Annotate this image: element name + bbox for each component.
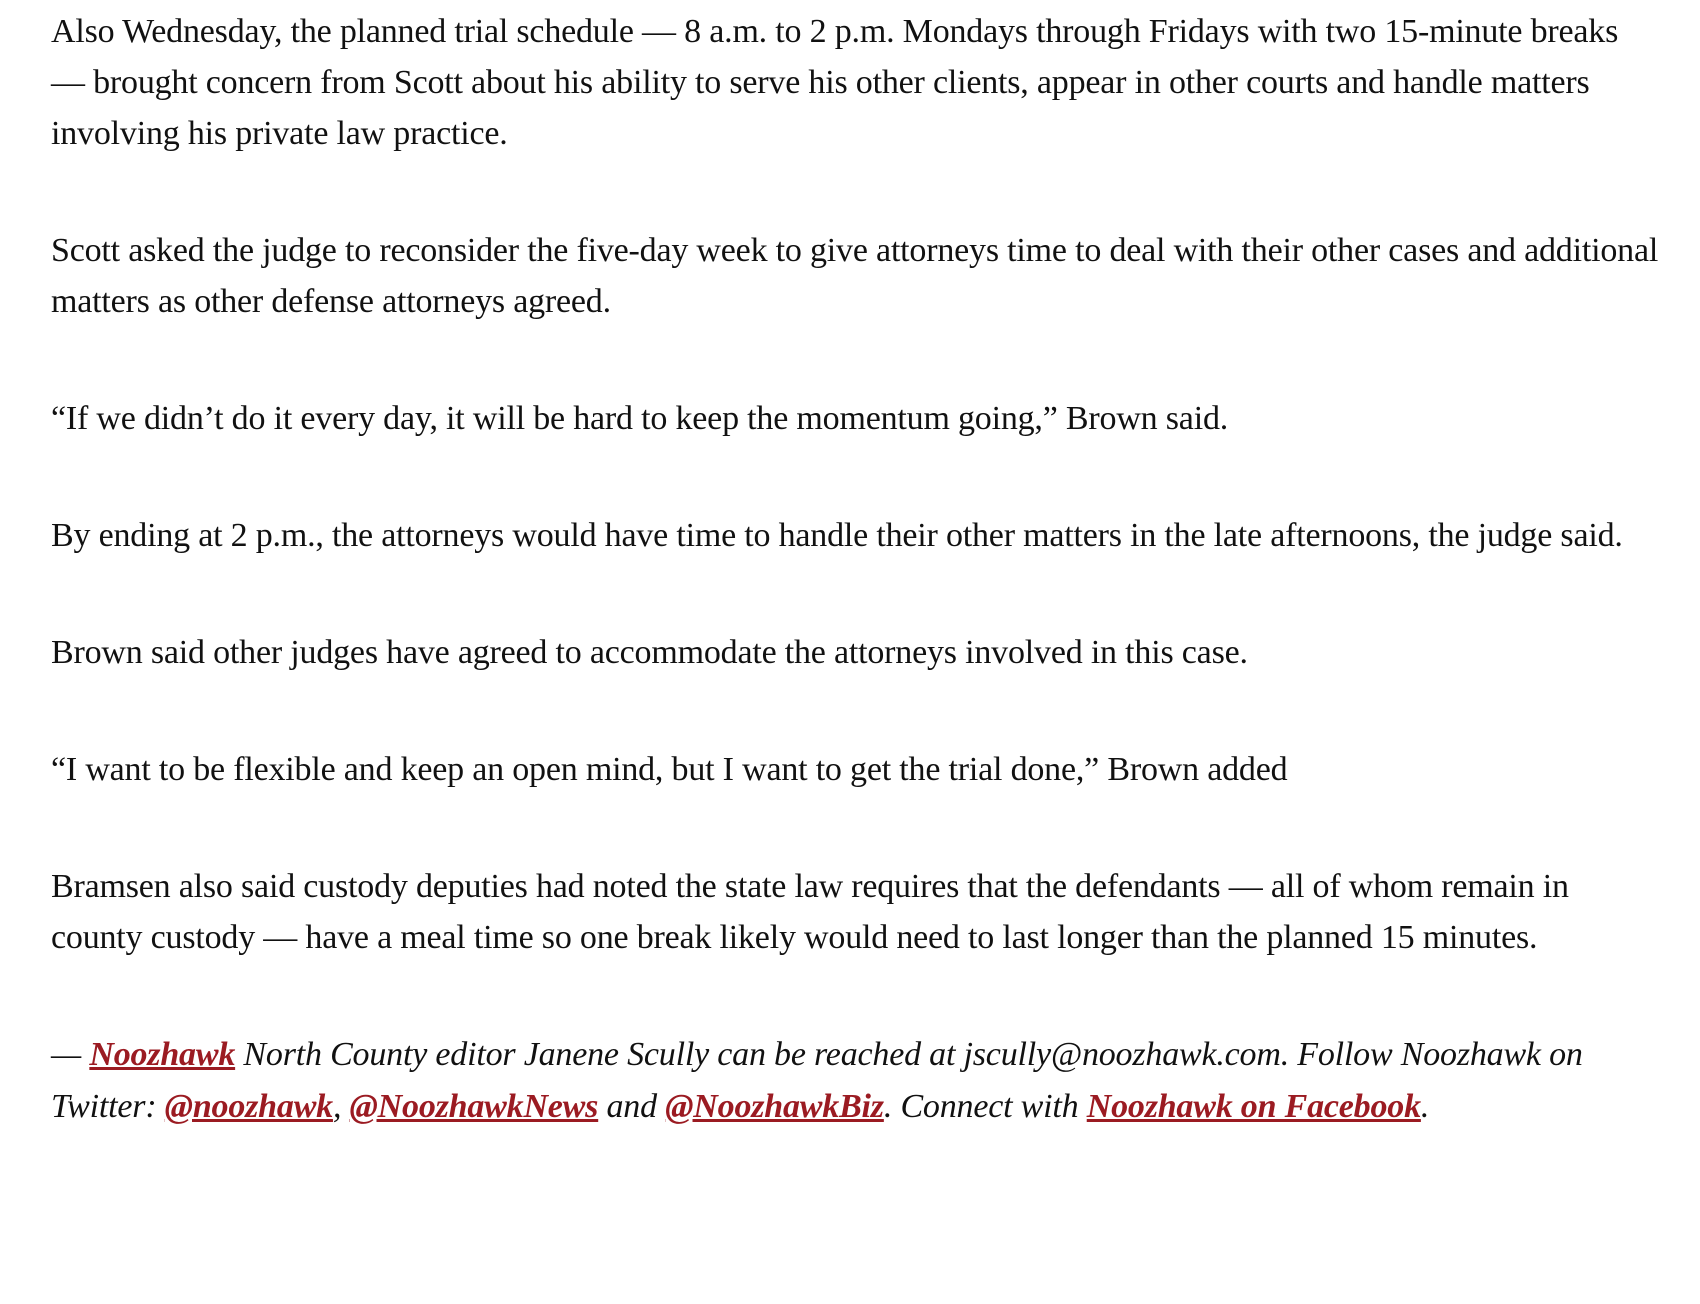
paragraph-custody-meal: Bramsen also said custody deputies had noted the state law requires that the defendants — all of whom remain in county custody — have a meal time so one break likely would need to last longer than the planned 15 minutes. bbox=[51, 868, 1569, 956]
noozhawk-link[interactable]: Noozhawk bbox=[89, 1036, 236, 1073]
author-footer bbox=[51, 1029, 1660, 1133]
footer-text-contact: North County editor Janene Scully can be reached at jscully@noozhawk.com. Follow Noozhawk on Twitter: bbox=[51, 1036, 1583, 1125]
footer-separator-comma: , bbox=[332, 1088, 350, 1125]
paragraph-ending-time: By ending at 2 p.m., the attorneys would have time to handle their other matters in the late afternoons, the judge said. bbox=[51, 517, 1623, 554]
facebook-link[interactable]: Noozhawk on Facebook bbox=[1086, 1088, 1421, 1125]
paragraph-trial-schedule: Also Wednesday, the planned trial schedule — 8 a.m. to 2 p.m. Mondays through Fridays with two 15-minute breaks — brought concern from Scott about his ability to serve his other clients, appear in other courts and handle matters involving his private law practice. bbox=[51, 13, 1619, 152]
paragraph-other-judges: Brown said other judges have agreed to accommodate the attorneys involved in this case. bbox=[51, 634, 1248, 671]
twitter-noozhawknews-link[interactable]: @NoozhawkNews bbox=[349, 1088, 599, 1125]
footer-separator-and: and bbox=[598, 1088, 666, 1125]
twitter-noozhawkbiz-link[interactable]: @NoozhawkBiz bbox=[665, 1088, 884, 1125]
footer-dash: — bbox=[51, 1036, 90, 1073]
paragraph-reconsider-week: Scott asked the judge to reconsider the five-day week to give attorneys time to deal with their other cases and additional matters as other defense attorneys agreed. bbox=[51, 232, 1659, 320]
paragraph-flexible-quote: “I want to be flexible and keep an open mind, but I want to get the trial done,” Brown added bbox=[51, 751, 1288, 788]
footer-end-period: . bbox=[1420, 1088, 1430, 1125]
twitter-noozhawk-link[interactable]: @noozhawk bbox=[164, 1088, 333, 1125]
paragraph-momentum-quote: “If we didn’t do it every day, it will be hard to keep the momentum going,” Brown said. bbox=[51, 400, 1229, 437]
footer-text-connect: . Connect with bbox=[883, 1088, 1087, 1125]
